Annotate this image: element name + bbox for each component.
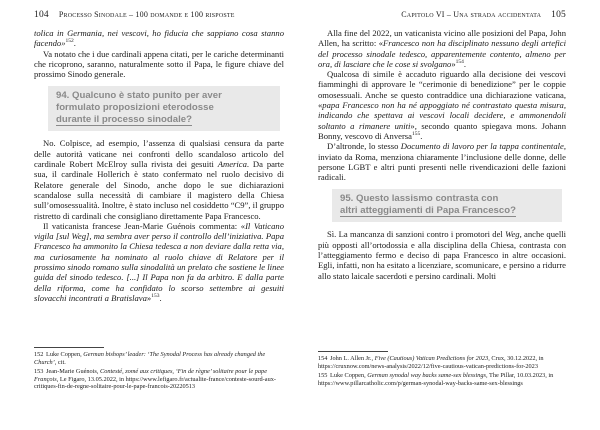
right-footnotes <box>318 351 566 389</box>
right-running-head: Capitolo VI – Una strada accidentata <box>401 10 542 19</box>
left-paragraph-1: tolica in Germania, nei vescovi, ho fiducia che sappiano cosa stanno facendo»$^{152}$. <box>34 28 284 49</box>
footnote-ref-155[interactable]: 155 <box>411 131 421 138</box>
right-body-text <box>318 28 566 281</box>
footnote-ref-153[interactable]: 153 <box>151 293 160 300</box>
left-running-head: Processo Sinodale – 100 domande e 100 risposte <box>58 10 235 19</box>
footnote-ref-152[interactable]: 152 <box>65 38 74 45</box>
left-page-number: 104 <box>34 10 49 20</box>
left-running-header <box>34 10 284 24</box>
footnote-ref-154[interactable]: 154 <box>455 59 464 66</box>
question-94-box <box>48 86 280 131</box>
question-94-heading: 94. Qualcuno è stato punito per aver formulato proposizioni eterodosse durante il processo sinodale? <box>56 90 222 126</box>
question-95-heading: 95. Questo lassismo contrasta con altri atteggiamenti di Papa Francesco? <box>340 193 516 217</box>
left-body-text <box>34 28 284 303</box>
footnote-153: 153 Jean-Marie Guénois, Contesté, zomé aux critiques, ‘Fin de règne’ solitaire pour le pape François, Le Figaro, 13.05.2022, in https://www.lefigaro.fr/actualite-france/conteste-sourd-aux-critiques-fin-de-regne-solitaire-pour-le-pape-francois-20220513 <box>34 368 276 391</box>
question-95-box <box>332 189 562 222</box>
right-page <box>300 0 600 430</box>
right-running-header <box>318 10 566 24</box>
footnote-rule <box>34 347 104 348</box>
left-paragraph-2: Va notato che i due cardinali appena citati, per le cariche determinanti che ricoprono, saranno, naturalmente sotto il Papa, le figure chiave del prossimo Sinodo generale. <box>34 48 284 80</box>
left-footnotes <box>34 347 284 393</box>
left-paragraph-4: Il vaticanista francese Jean-Marie Guénois commenta: «Il Vaticano vigila [sul Weg], ma sembra aver perso il controllo dell’iniziativa. Papa Francesco ha ammonito la Chiesa tedesca a non deviare dalla retta via, ma curiosamente ha nominato al ruolo chiave di Relatore per il prossimo sinodo romano sulla sinodalità un prelato che sostiene le linee guida del sinodo tedesco. [...] Il Papa non fa da arbitro. E dalla parte della riforma, come ha confidato lo scorso settembre ai gesuiti slovacchi incontrati a Bratislava»$^{153}$. <box>34 220 284 303</box>
footnote-152: 152 Luke Coppen, German bishops’ leader: ‘The Synodal Process has already changed the Church’, cit. <box>34 351 266 366</box>
footnote-154: 154 John L. Allen Jr., Five (Cautious) Vatican Predictions for 2023, Crux, 30.12.2022, in https://cruxnow.com/news-analysis/2022/12/five-cautious-vatican-predictions-for-2023 <box>318 355 544 370</box>
right-paragraph-3: D’altronde, lo stesso Documento di lavoro per la tappa continentale, inviato da Roma, menziona chiaramente l’inclusione delle donne, delle persone LGBT e altri punti presenti nelle rivendicazioni delle fazioni radicali. <box>318 141 566 183</box>
footnote-155: 155 Luke Coppen, German synodal way backs same-sex blessings, The Pillar, 10.03.2023, in https://www.pillarcatholic.com/p/german-synodal-way-backs-same-sex-blessings <box>318 372 554 387</box>
left-paragraph-3: No. Colpisce, ad esempio, l’assenza di qualsiasi censura da parte delle autorità vaticane nei confronti dello scandaloso articolo del cardinale Robert McElroy sulla rivista dei gesuiti America. Da parte sua, il cardinale Hollerich è stato confermato nel ruolo decisivo di Relatore generale del Sinodo, anche dopo le sue dichiarazioni scandalose sulla necessità di cambiare il magistero della Chiesa sull’omosessualità. Inoltre, è stato incluso nel cosiddetto “C9”, il gruppo ristretto di cardinali che consigliano direttamente Papa Francesco. <box>34 138 284 221</box>
right-page-number: 105 <box>551 10 566 20</box>
right-paragraph-2: Qualcosa di simile è accaduto riguardo alla decisione dei vescovi fiamminghi di approvare le “cerimonie di benedizione” per le coppie omosessuali. Anche se questo contraddice una dichiarazione vaticana, «papa Francesco non ha né appoggiato né contrastato questa misura, indicando che spettava ai vescovi locali decidere, e ammonendoli soltanto a rimanere uniti», secondo quanto spiegava mons. Johann Bonny, vescovo di Anversa$^{155}$. <box>318 69 566 141</box>
right-paragraph-1: Alla fine del 2022, un vaticanista vicino alle posizioni del Papa, John Allen, ha scritto: «Francesco non ha disciplinato nessuno degli artefici del processo sinodale tedesco, apparentemente contento, almeno per ora, di lasciare che le cose si svolgano»$^{154}$. <box>318 28 566 69</box>
footnote-rule <box>318 351 388 352</box>
right-paragraph-4: Sì. La mancanza di sanzioni contro i promotori del Weg, anche quelli più opposti all’ortodossia e alla disciplina della Chiesa, contrasta con l’atteggiamento fermo e deciso di papa Francesco in altre occasioni. Egli, infatti, non ha esitato a licenziare, scomunicare, e persino a ridurre allo stato laicale sacerdoti e persino cardinali. Molti <box>318 229 566 281</box>
